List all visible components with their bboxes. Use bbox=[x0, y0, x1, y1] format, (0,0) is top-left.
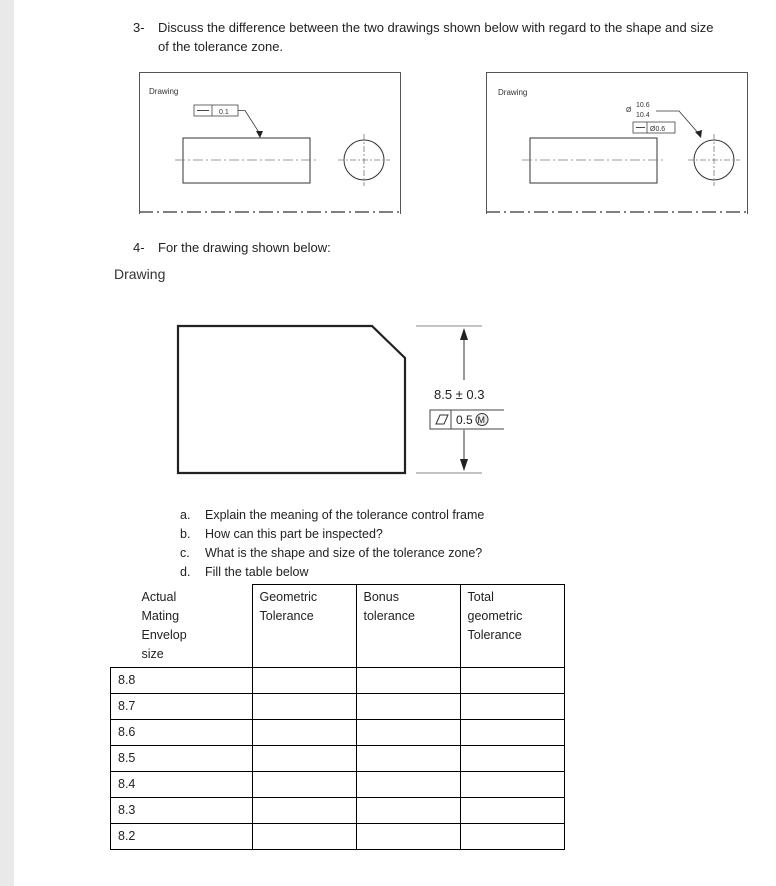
drawing-q4 bbox=[164, 318, 504, 478]
list-letter: d. bbox=[180, 565, 191, 579]
header-line: Mating bbox=[141, 608, 180, 623]
table-cell[interactable] bbox=[460, 693, 564, 719]
drawing-right-label: Drawing bbox=[498, 88, 528, 97]
drawing-left-label: Drawing bbox=[149, 87, 179, 96]
table-cell[interactable] bbox=[252, 693, 356, 719]
table-cell[interactable] bbox=[252, 719, 356, 745]
table-row bbox=[111, 667, 565, 693]
list-letter: c. bbox=[180, 546, 190, 560]
tolerance-table bbox=[110, 584, 565, 850]
header-line: geometric bbox=[467, 609, 523, 623]
table-cell[interactable] bbox=[460, 745, 564, 771]
leader-arrow-icon bbox=[256, 131, 263, 138]
header-line: Tolerance bbox=[259, 609, 314, 623]
row-size: 8.5 bbox=[111, 745, 253, 771]
fcf-q4-value: 0.5 bbox=[456, 413, 473, 427]
table-cell[interactable] bbox=[356, 693, 460, 719]
list-text: What is the shape and size of the tolerance zone? bbox=[205, 546, 483, 560]
table-cell[interactable] bbox=[356, 771, 460, 797]
header-total-geometric-tolerance bbox=[460, 585, 564, 668]
row-size: 8.2 bbox=[111, 823, 253, 849]
q4-dimension: 8.5 ± 0.3 bbox=[434, 387, 485, 402]
chamfered-part bbox=[178, 326, 405, 473]
table-cell[interactable] bbox=[252, 745, 356, 771]
list-item bbox=[180, 506, 484, 525]
diameter-symbol: Ø bbox=[626, 107, 632, 114]
header-line: Bonus bbox=[363, 590, 399, 604]
list-text: Explain the meaning of the tolerance control frame bbox=[205, 508, 485, 522]
list-text: How can this part be inspected? bbox=[205, 527, 383, 541]
table-row bbox=[111, 797, 565, 823]
header-line: Geometric bbox=[259, 590, 318, 604]
table-header-row bbox=[111, 585, 565, 668]
header-line: Actual bbox=[141, 589, 177, 604]
table-cell[interactable] bbox=[460, 823, 564, 849]
table-cell[interactable] bbox=[252, 797, 356, 823]
table-row bbox=[111, 771, 565, 797]
table-cell[interactable] bbox=[356, 745, 460, 771]
header-line: tolerance bbox=[363, 609, 415, 623]
part-side-view-right bbox=[530, 138, 657, 183]
header-bonus-tolerance bbox=[356, 585, 460, 668]
document-page bbox=[14, 0, 776, 886]
q4-drawing-label: Drawing bbox=[114, 266, 166, 282]
q3-text bbox=[158, 18, 758, 56]
list-item bbox=[180, 544, 484, 563]
list-item bbox=[180, 563, 484, 582]
drawing-right bbox=[486, 72, 748, 214]
q3-text-line2: of the tolerance zone. bbox=[158, 39, 284, 54]
row-size: 8.7 bbox=[111, 693, 253, 719]
table-cell[interactable] bbox=[460, 719, 564, 745]
table-cell[interactable] bbox=[356, 797, 460, 823]
dim-upper-limit: 10.6 bbox=[636, 102, 650, 109]
table-cell[interactable] bbox=[356, 719, 460, 745]
fcf-q4-modifier: M bbox=[477, 415, 485, 425]
drawing-right-figure bbox=[486, 72, 748, 214]
q3-number: 3- bbox=[133, 20, 145, 35]
fcf-right-value: Ø0.6 bbox=[650, 126, 666, 133]
row-size: 8.3 bbox=[111, 797, 253, 823]
question-list bbox=[180, 506, 484, 582]
q3-text-line1: Discuss the difference between the two drawings shown below with regard to the shape and size bbox=[158, 20, 714, 35]
drawing-left bbox=[139, 72, 401, 214]
table-row bbox=[111, 719, 565, 745]
header-actual-mating-envelop-size bbox=[111, 585, 253, 668]
table-cell[interactable] bbox=[252, 771, 356, 797]
row-size: 8.4 bbox=[111, 771, 253, 797]
list-text: Fill the table below bbox=[205, 565, 309, 579]
list-letter: b. bbox=[180, 527, 191, 541]
table-row bbox=[111, 745, 565, 771]
table-cell[interactable] bbox=[460, 771, 564, 797]
dim-arrow-bottom-icon bbox=[460, 459, 468, 471]
table-cell[interactable] bbox=[356, 667, 460, 693]
header-line: Total bbox=[467, 590, 494, 604]
list-item bbox=[180, 525, 484, 544]
fcf-left-value: 0.1 bbox=[219, 109, 229, 116]
table-cell[interactable] bbox=[356, 823, 460, 849]
header-line: size bbox=[141, 646, 164, 661]
table-cell[interactable] bbox=[252, 667, 356, 693]
list-letter: a. bbox=[180, 508, 191, 522]
header-line: Envelop bbox=[141, 627, 187, 642]
part-side-view bbox=[183, 138, 310, 183]
header-line: Tolerance bbox=[467, 628, 522, 642]
dim-lower-limit: 10.4 bbox=[636, 112, 650, 119]
header-geometric-tolerance bbox=[252, 585, 356, 668]
table-cell[interactable] bbox=[252, 823, 356, 849]
drawing-left-figure bbox=[139, 72, 401, 214]
table-row bbox=[111, 693, 565, 719]
table-cell[interactable] bbox=[460, 667, 564, 693]
q4-number: 4- bbox=[133, 240, 145, 255]
row-size: 8.6 bbox=[111, 719, 253, 745]
row-size: 8.8 bbox=[111, 667, 253, 693]
dim-arrow-top-icon bbox=[460, 328, 468, 340]
q4-text: For the drawing shown below: bbox=[158, 240, 331, 255]
drawing-q4-figure bbox=[164, 318, 504, 478]
table-row bbox=[111, 823, 565, 849]
table-cell[interactable] bbox=[460, 797, 564, 823]
